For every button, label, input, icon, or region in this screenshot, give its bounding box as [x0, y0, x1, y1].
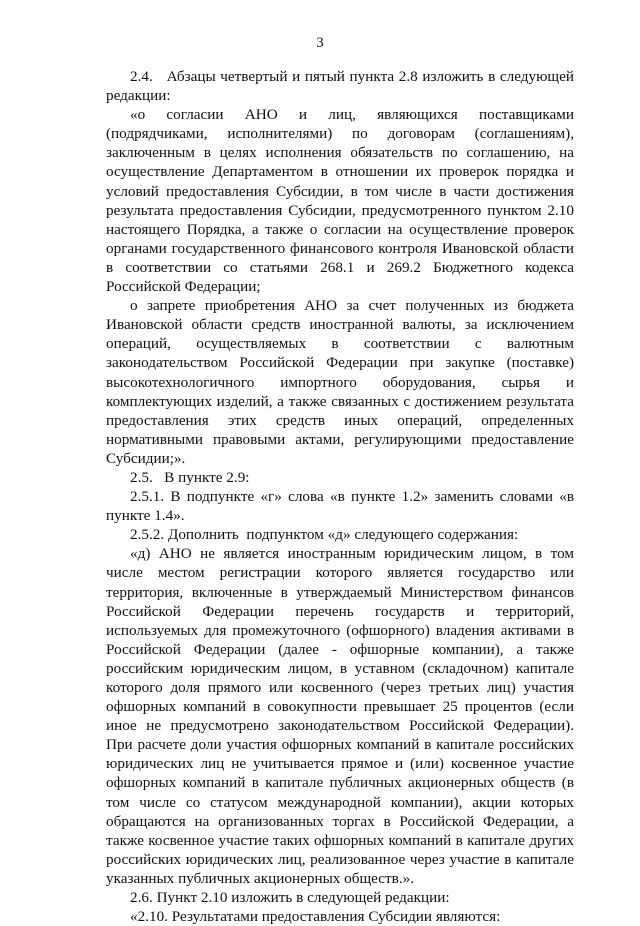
- paragraph-2-5: 2.5. В пункте 2.9:: [130, 468, 250, 486]
- document-body: [106, 67, 574, 926]
- paragraph-consent-clause: «о согласии АНО и лиц, являющихся поставщиками (подрядчиками, исполнителями) по договорам (соглашениям), заключенным в целях исполнения обязательств по соглашению, на осуществление Департаментом в отношении их проверок порядка и условий предоставления Субсидии, в том числе в части достижения результата предоставления Субсидии, предусмотренного пунктом 2.10 настоящего Порядка, а также о согласии на осуществление проверок органами государственного финансового контроля Ивановской области в соответствии со статьями 268.1 и 269.2 Бюджетного кодекса Российской Федерации;: [106, 106, 574, 296]
- paragraph-2-4: 2.4. Абзацы четвертый и пятый пункта 2.8 изложить в следующей редакции:: [106, 68, 574, 105]
- paragraph-2-5-1: 2.5.1. В подпункте «г» слова «в пункте 1.2» заменить словами «в пункте 1.4».: [106, 488, 574, 525]
- paragraph-2-6: 2.6. Пункт 2.10 изложить в следующей редакции:: [130, 889, 450, 907]
- paragraph-subclause-d: «д) АНО не является иностранным юридическим лицом, в том числе местом регистрации которого является государство или территория, включенные в утверждаемый Министерством финансов Российской Федерации перечень государств и территорий, используемых для промежуточного (офшорного) владения активами в Российской Федерации (далее - офшорные компании), а также российским юридическим лицом, в уставном (складочном) капитале которого доля прямого или косвенного (через третьих лиц) участия офшорных компаний в совокупности превышает 25 процентов (если иное не предусмотрено законодательством Российской Федерации). При расчете доли участия офшорных компаний в капитале российских юридических лиц не учитывается прямое и (или) косвенное участие офшорных компаний в капитале публичных акционерных обществ (в том числе со статусом международной компании), акции которых обращаются на организованных торгах в Российской Федерации, а также косвенное участие таких офшорных компаний в капитале других российских юридических лиц, реализованное через участие в капитале указанных публичных акционерных обществ.».: [106, 545, 574, 887]
- page-number: 3: [316, 35, 324, 51]
- paragraph-2-5-2: 2.5.2. Дополнить подпунктом «д» следующего содержания:: [130, 526, 519, 544]
- paragraph-currency-ban-clause: о запрете приобретения АНО за счет полученных из бюджета Ивановской области средств иностранной валюты, за исключением операций, осуществляемых в соответствии с валютным законодательством Российской Федерации при закупке (поставке) высокотехнологичного импортного оборудования, сырья и комплектующих изделий, а также связанных с достижением результата предоставления этих средств иных операций, определенных нормативными правовыми актами, регулирующими предоставление Субсидии;».: [106, 297, 574, 467]
- paragraph-2-10: «2.10. Результатами предоставления Субсидии являются:: [130, 908, 501, 926]
